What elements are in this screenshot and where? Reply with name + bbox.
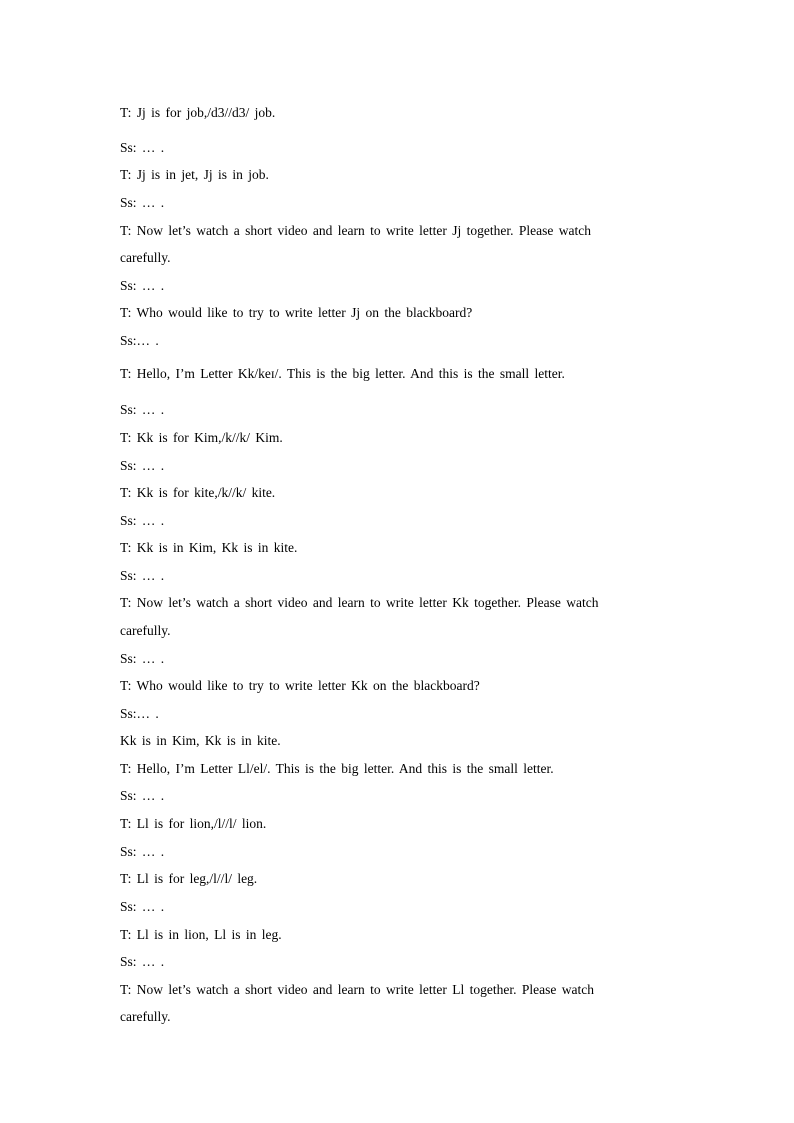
text-line: Ss: … . xyxy=(120,954,165,969)
text-line: T: Ll is for leg,/l//l/ leg. xyxy=(120,871,258,886)
text-line: Ss: … . xyxy=(120,568,165,583)
text-line: T: Now let’s watch a short video and learn to write letter Kk together. Please watch xyxy=(120,595,599,610)
text-line: carefully. xyxy=(120,250,171,265)
text-line: Ss: … . xyxy=(120,788,165,803)
text-line: T: Ll is for lion,/l//l/ lion. xyxy=(120,816,267,831)
text-line: T: Ll is in lion, Ll is in leg. xyxy=(120,927,282,942)
text-line: T: Who would like to try to write letter Kk on the blackboard? xyxy=(120,678,480,693)
text-line: T: Hello, I’m Letter Ll/el/. This is the big letter. And this is the small letter. xyxy=(120,761,554,776)
text-line: Ss: … . xyxy=(120,278,165,293)
text-line: Ss: … . xyxy=(120,458,165,473)
text-line: T: Now let’s watch a short video and learn to write letter Ll together. Please watch xyxy=(120,982,594,997)
text-line: T: Jj is in jet, Jj is in job. xyxy=(120,167,269,182)
text-line: Ss:… . xyxy=(120,333,159,348)
text-line: T: Now let’s watch a short video and learn to write letter Jj together. Please watch xyxy=(120,223,591,238)
text-line: Ss: … . xyxy=(120,195,165,210)
text-line: carefully. xyxy=(120,1009,171,1024)
text-line: T: Who would like to try to write letter Jj on the blackboard? xyxy=(120,305,473,320)
text-line: Ss: … . xyxy=(120,513,165,528)
text-line: Ss: … . xyxy=(120,651,165,666)
text-line: T: Kk is for Kim,/k//k/ Kim. xyxy=(120,430,283,445)
text-line: T: Kk is for kite,/k//k/ kite. xyxy=(120,485,276,500)
text-line: T: Kk is in Kim, Kk is in kite. xyxy=(120,540,298,555)
text-line: Ss: … . xyxy=(120,140,165,155)
text-line: Ss: … . xyxy=(120,899,165,914)
text-line: T: Jj is for job,/d3//d3/ job. xyxy=(120,105,276,120)
text-line: T: Hello, I’m Letter Kk/keɪ/. This is the big letter. And this is the small letter. xyxy=(120,366,565,381)
text-line: carefully. xyxy=(120,623,171,638)
text-line: Ss:… . xyxy=(120,706,159,721)
text-line: Ss: … . xyxy=(120,844,165,859)
text-line: Kk is in Kim, Kk is in kite. xyxy=(120,733,281,748)
text-line: Ss: … . xyxy=(120,402,165,417)
